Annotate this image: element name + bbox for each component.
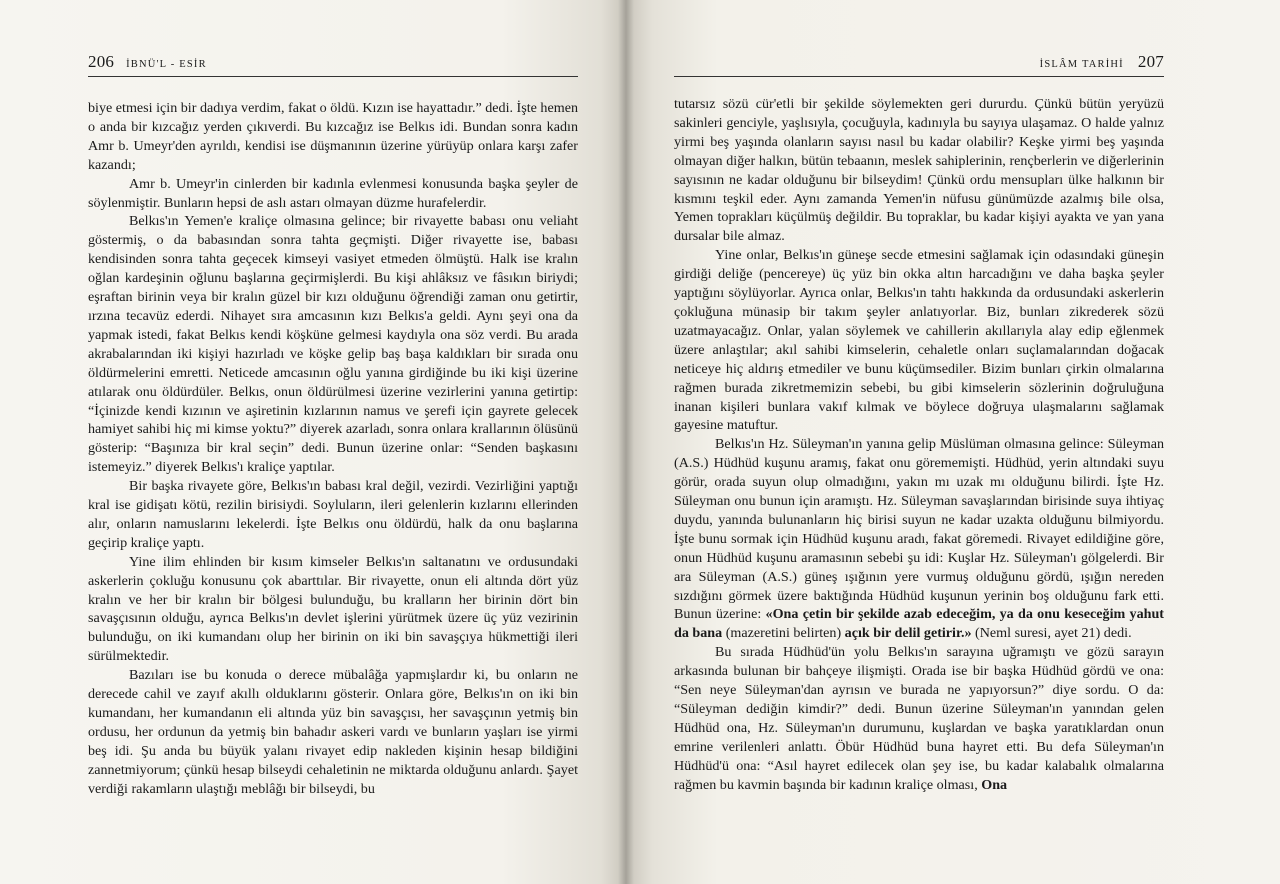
bold-quote-text: «Ona çetin bir şekilde azab edeceğim, ya da onu keseceğim yahut da bana: [674, 606, 1164, 642]
text-segment: (Neml suresi, ayet 21) dedi.: [971, 625, 1132, 642]
text-segment: (mazeretini belirten): [722, 625, 845, 642]
paragraph: Amr b. Umeyr'in cinlerden bir kadınla evlenmesi konusunda başka şeyler de söylenmiştir. Bunların hepsi de aslı astarı olmayan düzme hurafelerdir.: [88, 175, 578, 211]
paragraph: biye etmesi için bir dadıya verdim, fakat o öldü. Kızın ise hayattadır.” dedi. İşte hemen o anda bir kızcağız yerden çıkıverdi. Bu kızcağız ise Belkıs idi. Bundan sonra kadın Amr b. Umeyr'den ayrıldı, kendisi ise düşmanının üzerine yürüyüp onlara karşı zafer kazandı;: [88, 100, 578, 173]
bold-quote-text: açık bir delil getirir.»: [844, 625, 972, 642]
paragraph: Yine ilim ehlinden bir kısım kimseler Belkıs'ın saltanatını ve ordusundaki askerlerin çokluğu konusunu çok abarttılar. Bir rivayette, onun eli altında dört yüz kralın ve her bir kralın bir bölgesi bulunduğu, bu kralların her birinin dört bin savaşçısının olduğu, ayrıca Belkıs'ın devlet işlerini yürütmek üzere üç yüz vezirinin bulunduğu, on iki kumandanı olup her birinin on iki bin savaşçıya hükmettiği ileri sürülmektedir.: [88, 553, 578, 665]
page-number: 207: [1137, 52, 1164, 71]
paragraph: [674, 95, 1164, 246]
book-gutter-shadow: [618, 0, 634, 884]
left-page-body: [88, 99, 578, 799]
text-segment: Belkıs'ın Hz. Süleyman'ın yanına gelip Müslüman olmasına gelince: Süleyman (A.S.) Hüdhüd kuşunu aramış, fakat onu görememişti. Hüdhüd, yerin altındaki suyu görür, orada suyun olup olmadığını, yakın mı uzak mı olduğunu bilirdi. İşte Hz. Süleyman onu bunun için aramıştı. Hz. Süleyman savaşlarından birisinde suya ihtiyaç duydu, yanında bulunanların hiç birisi suyun ne kadar uzakta olduğunu bilmiyordu. İşte bunu sormak için Hüdhüd kuşunu aradı, fakat göremedi. Rivayet edildiğine göre, onun Hüdhüd kuşunu aramasının sebebi şu idi: Kuşlar Hz. Süleyman'ı gölgelerdi. Bir ara Süleyman (A.S.) güneş ışığının yere vurmuş olduğunu gördü, ışığın nereden sızdığını görmek üzere baktığında Hüdhüd kuşunun yerinin boş olduğunu fark etti. Bunun üzerine:: [674, 436, 1164, 623]
text-segment: Bu sırada Hüdhüd'ün yolu Belkıs'ın sarayına uğramıştı ve gözü sarayın arkasında bulunan bir bahçeye ilişmişti. Orada ise bir başka Hüdhüd gördü ve ona: “Sen neye Süleyman'dan ayrısın ve burada ne yapıyorsun?” diye sordu. O da: “Süleyman dediğin kimdir?” dedi. Bunun üzerine Süleyman'ın yanından gelen Hüdhüd ona, Hz. Süleyman'ın durumunu, kuşlardan ve başka yaratıklardan onun emrine verilenleri anlattı. Öbür Hüdhüd buna hayret etti. Bu defa Süleyman'ın Hüdhüd'ü ona: “Asıl hayret edilecek olan şey ise, bu kadar kalabalık olmalarına rağmen bu kavmin başında bir kadının kraliçe olması,: [674, 644, 1164, 793]
running-head: İSLÂM TARİHİ: [1039, 59, 1124, 70]
page-number: 206: [88, 52, 115, 71]
text-segment: Yine onlar, Belkıs'ın güneşe secde etmesini sağlamak için odasındaki güneşin girdiği deliğe (pencereye) üç yüz bin okka altın harcadığını ve daha başka şeyler yaptığını söylüyorlar. Ayrıca onlar, Belkıs'ın tahtı hakkında da ordusundaki askerlerin çokluğuna münasip bir takım şeyler anlatıyorlar. Biz, bunları zikrederek sözü uzatmayacağız. Onlar, yalan söylemek ve cahillerin akıllarıyla alay edip eğlenmek üzere anlaştılar; akıl sahibi kimselerin, cehaletle onları suçlamalarından doğacak neticeye hiç aldırış etmediler ve bunu küçümsediler. Bizim bunları çirkin olmalarına rağmen burada zikretmemizin sebebi, bu gibi kimselerin sözlerinin doğruluğuna inanan kişileri bunlara vakıf kılmak ve böylece doğruya ulaşmalarını sağlamak gayesine matuftur.: [674, 247, 1164, 434]
text-segment: tutarsız sözü cür'etli bir şekilde söylemekten geri dururdu. Çünkü bütün yeryüzü sakinleri genciyle, yaşlısıyla, çocuğuyla, kadınıyla bu sayıya ulaşamaz. O halde yalnız yirmi beş yaşında olanların sayısı nasıl bu kadar olabilir? Keşke yirmi beş yaşında olmayan diğer halkın, bütün tebaanın, meslek sahiplerinin, rençberlerin ve diğerlerinin sayısının ne kadar olduğunu bir bilseydim! Çünkü ordu mensupları ülke halkının bir kısmını teşkil eder. Aynı zamanda Yemen'in nüfusu günümüzde azalmış bile olsa, Yemen toprakları küçülmüş değildir. Bu topraklar, bu kadar kişiyi ayakta ve yan yana dursalar bile almaz.: [674, 96, 1164, 245]
right-page: [626, 0, 1280, 884]
paragraph: [674, 246, 1164, 435]
paragraph: [674, 435, 1164, 643]
bold-quote-text: Ona: [981, 776, 1008, 793]
right-page-header: [674, 52, 1164, 77]
paragraph: Belkıs'ın Yemen'e kraliçe olmasına gelince; bir rivayette babası onu veliaht göstermiş, o da babasından sonra tahta geçmişti. Diğer rivayette ise, babası kendisinden sonra tahta geçecek kimseyi vasiyet etmeden ölmüştü. Halk ise kralın oğlan kardeşinin oğlunu başlarına geçirmişlerdi. Bu kişi ahlâksız ve fâsıkın biriydi; eşraftan birinin veya bir kralın güzel bir kızı olduğunu öğrendiği zaman onu getirtir, ırzına tecavüz ederdi. Nihayet sıra amcasının kızı Belkıs'a geldi. Aynı şeyi ona da yapmak istedi, fakat Belkıs kendi köşküne gelmesi kaydıyla ona söz verdi. Bu arada akrabalarından iki kişiyi hazırladı ve köşke gelip baş başa kaldıkları bir sırada onu öldürmelerini emretti. Neticede amcasının oğlu yanına girdiğinde bu iki kişi üzerine atılarak onu öldürdüler. Belkıs, onun öldürülmesi üzerine vezirlerini yanına getirtip: “İçinizde kendi kızının ve aşiretinin kızlarının namus ve şerefi için gayrete gelecek hamiyet sahibi hiç mi kimse yoktu?” diyerek azarladı, sonra onlara krallarının ölüsünü gösterip: “Başınıza bir kral seçin” dedi. Bunun üzerine onlar: “Senden başkasını istemeyiz.” diyerek Belkıs'ı kraliçe yaptılar.: [88, 213, 578, 476]
running-head: İBNÜ'L - ESİR: [126, 59, 207, 70]
left-page: [0, 0, 626, 884]
paragraph: [674, 643, 1164, 794]
left-page-header: [88, 52, 578, 77]
paragraph: Bir başka rivayete göre, Belkıs'ın babası kral değil, vezirdi. Vezirliğini yaptığı kral ise gidişatı kötü, rezilin birisiydi. Soyluların, ileri gelenlerin kızlarını ellerinden alır, onların namuslarını lekelerdi. İşte Belkıs onu öldürdü, halk da onu başlarına geçirip kraliçe yaptı.: [88, 478, 578, 551]
paragraph: Bazıları ise bu konuda o derece mübalâğa yapmışlardır ki, bu onların ne derecede cahil ve zayıf akıllı olduklarını gösterir. Onlara göre, Belkıs'ın on iki bin kumandanı, her kumandanın eli altında yüz bin savaşçısı, her savaşçının yetmiş bin ordusu, her ordunun da yetmiş bin bahadır askeri vardı ve bunların yaşları ise yirmi beş idi. Şu anda bu büyük yalanı rivayet edip nakleden kişinin hesap bildiğini zannetmiyorum; çünkü hesap bilseydi cehaletinin ne miktarda olduğunu anlardı. Şayet verdiği rakamların ulaştığı meblâğı bir bilseydi, bu: [88, 667, 578, 797]
right-page-body: [674, 95, 1164, 795]
